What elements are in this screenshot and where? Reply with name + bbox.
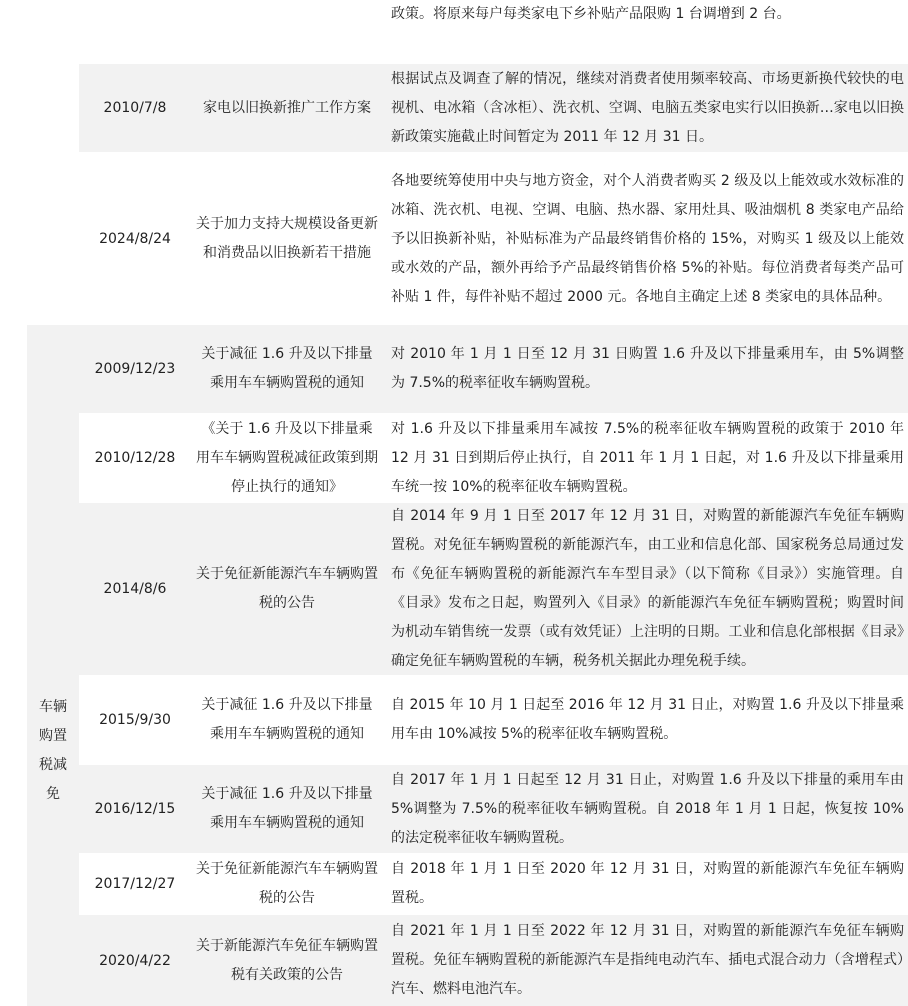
table-row	[79, 765, 908, 853]
date-cell: 2009/12/23	[94, 361, 176, 377]
date-cell: 2020/4/22	[99, 952, 171, 969]
date-cell: 2016/12/15	[94, 801, 176, 817]
date-cell: 2024/8/24	[99, 231, 171, 247]
content-cell: 对 2010 年 1 月 1 日至 12 月 31 日购置 1.6 升及以下排量乘用车，由 5%调整为 7.5%的税率征收车辆购置税。	[391, 346, 904, 391]
title-cell: 关于免征新能源汽车车辆购置税的公告	[196, 861, 378, 906]
content-cell: 自 2017 年 1 月 1 日起至 12 月 31 日止，对购置 1.6 升及以下排量的乘用车由 5%调整为 7.5%的税率征收车辆购置税。自 2018 年 1 月 1 日起，恢复按 10%的法定税率征收车辆购置税。	[391, 771, 904, 846]
title-cell: 关于免征新能源汽车车辆购置税的公告	[196, 566, 378, 611]
category-cell	[27, 325, 79, 1006]
content-cell: 自 2021 年 1 月 1 日至 2022 年 12 月 31 日，对购置的新能源汽车免征车辆购置税。免征车辆购置税的新能源汽车是指纯电动汽车、插电式混合动力（含增程式）汽车、燃料电池汽车。	[391, 923, 904, 997]
table-row	[79, 503, 908, 675]
title-cell: 关于减征 1.6 升及以下排量乘用车车辆购置税的通知	[201, 786, 373, 831]
date-cell: 2010/12/28	[94, 450, 176, 466]
title-cell: 家电以旧换新推广工作方案	[203, 99, 371, 116]
content-cell: 自 2018 年 1 月 1 日至 2020 年 12 月 31 日，对购置的新能源汽车免征车辆购置税。	[391, 861, 904, 906]
content-cell: 对 1.6 升及以下排量乘用车减按 7.5%的税率征收车辆购置税的政策于 2010 年 12 月 31 日到期后停止执行，自 2011 年 1 月 1 日起，对 1.6 升及以下排量乘用车统一按 10%的税率征收车辆购置税。	[391, 420, 904, 495]
date-cell: 2014/8/6	[103, 581, 167, 597]
content-cell: 自 2014 年 9 月 1 日至 2017 年 12 月 31 日，对购置的新能源汽车免征车辆购置税。对免征车辆购置税的新能源汽车，由工业和信息化部、国家税务总局通过发布《免征车辆购置税的新能源汽车车型目录》（以下简称《目录》）实施管理。自《目录》发布之日起，购置列入《目录》的新能源汽车免征车辆购置税；购置时间为机动车销售统一发票（或有效凭证）上注明的日期。工业和信息化部根据《目录》确定免征车辆购置税的车辆，税务机关据此办理免税手续。	[391, 508, 904, 669]
table-row	[79, 153, 908, 325]
title-cell: 关于减征 1.6 升及以下排量乘用车车辆购置税的通知	[201, 697, 373, 742]
title-cell: 关于减征 1.6 升及以下排量乘用车车辆购置税的通知	[201, 346, 373, 391]
table-cell-content-continued: 政策。将原来每户每类家电下乡补贴产品限购 1 台调增到 2 台。	[391, 6, 791, 22]
title-cell: 《关于 1.6 升及以下排量乘用车车辆购置税减征政策到期停止执行的通知》	[196, 420, 378, 495]
title-cell: 关于新能源汽车免征车辆购置税有关政策的公告	[196, 937, 378, 983]
table-row	[79, 676, 908, 764]
table-row	[79, 414, 908, 502]
table-row	[79, 854, 908, 914]
table-row	[79, 64, 908, 152]
content-cell: 根据试点及调查了解的情况，继续对消费者使用频率较高、市场更新换代较快的电视机、电冰箱（含冰柜）、洗衣机、空调、电脑五类家电实行以旧换新…家电以旧换新政策实施截止时间暂定为 2011 年 12 月 31 日。	[391, 70, 904, 145]
content-cell: 自 2015 年 10 月 1 日起至 2016 年 12 月 31 日止，对购置 1.6 升及以下排量乘用车由 10%减按 5%的税率征收车辆购置税。	[391, 697, 904, 742]
content-cell: 各地要统筹使用中央与地方资金，对个人消费者购买 2 级及以上能效或水效标准的冰箱、洗衣机、电视、空调、电脑、热水器、家用灶具、吸油烟机 8 类家电产品给予以旧换新补贴，补贴标准为产品最终销售价格的 15%，对购买 1 级及以上能效或水效的产品，额外再给予产品最终销售价格 5%的补贴。每位消费者每类产品可补贴 1 件，每件补贴不超过 2000 元。各地自主确定上述 8 类家电的具体品种。	[391, 172, 904, 305]
title-cell: 关于加力支持大规模设备更新和消费品以旧换新若干措施	[196, 216, 378, 261]
table-row	[79, 325, 908, 413]
date-cell: 2017/12/27	[94, 876, 176, 892]
table-row	[79, 915, 908, 1006]
date-cell: 2015/9/30	[99, 712, 171, 728]
category-label: 车辆购置税减免	[39, 698, 67, 802]
date-cell: 2010/7/8	[103, 100, 167, 116]
